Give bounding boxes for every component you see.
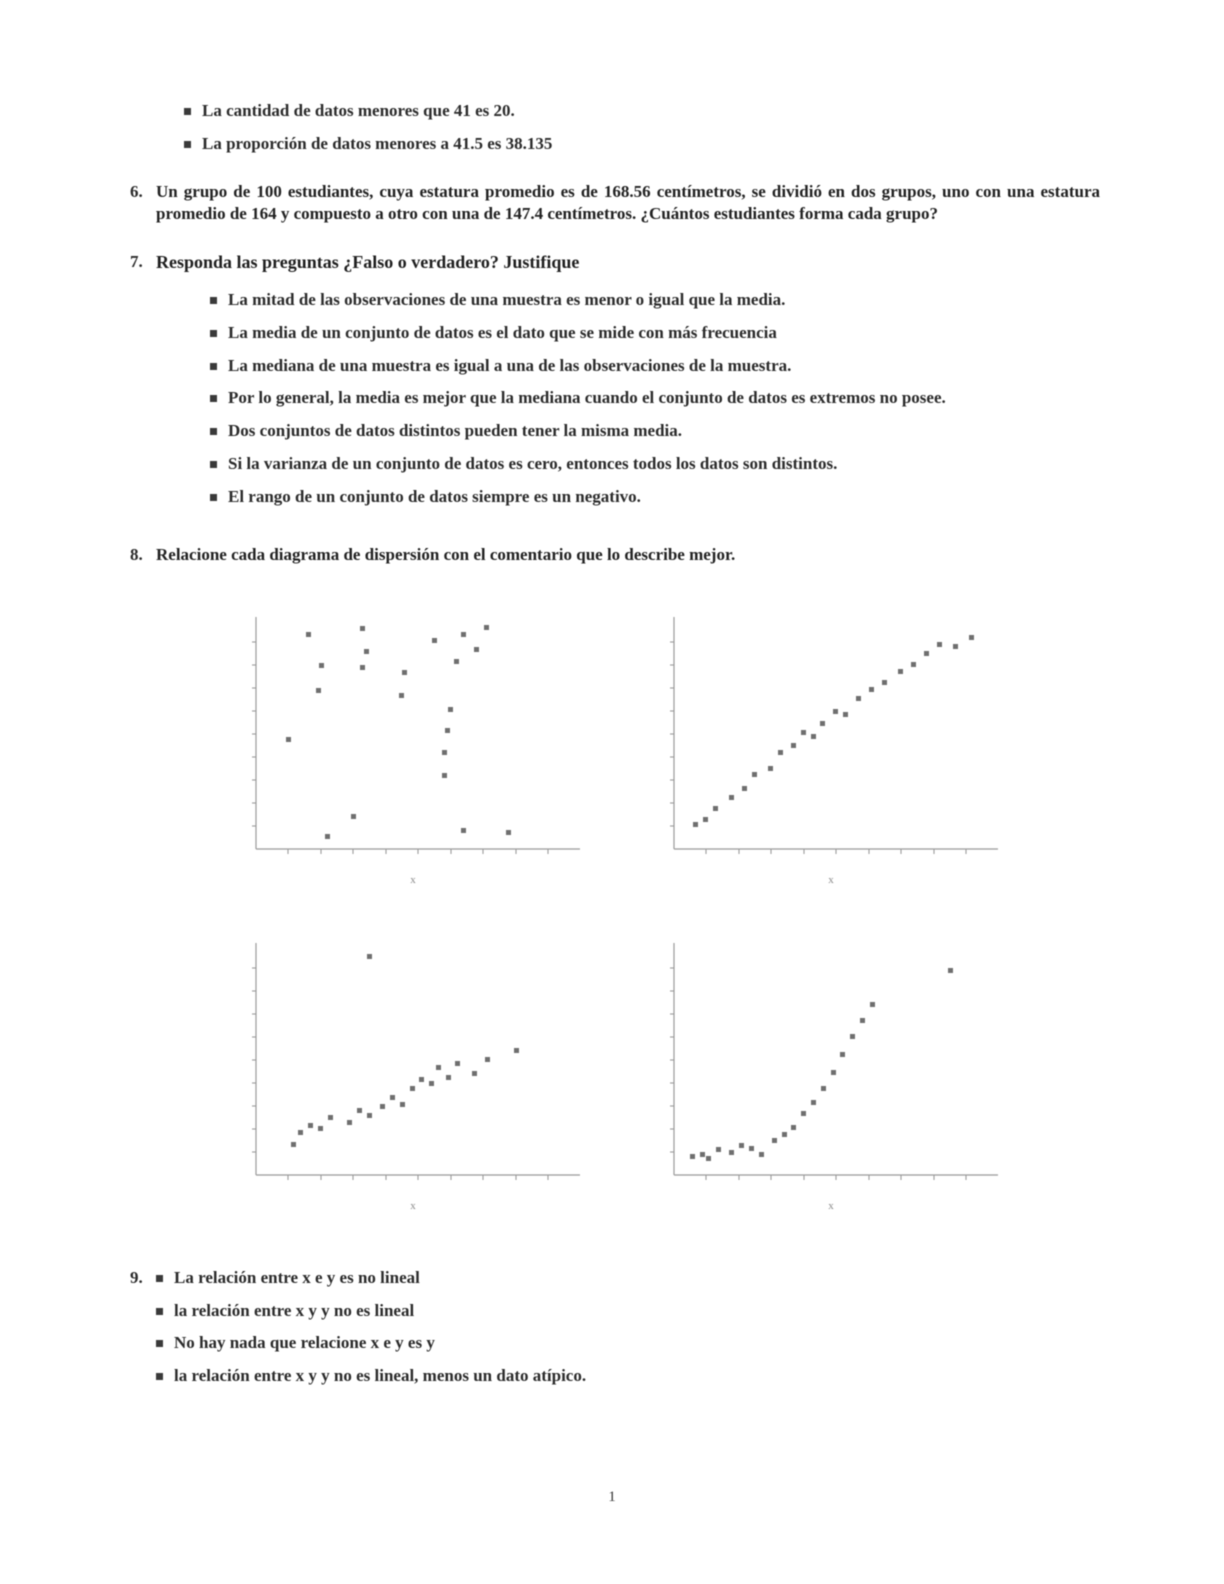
list-item-text: Por lo general, la media es mejor que la mediana cuando el conjunto de datos es extremos no posee.: [228, 388, 946, 408]
scatter-points: [291, 954, 519, 1147]
square-bullet-icon: [210, 461, 217, 468]
exercise-text: Un grupo de 100 estudiantes, cuya estatura promedio es de 168.56 centímetros, se dividió en dos grupos, uno con una estatura promedio de 164 y compuesto a otro con una de 147.4 centímetros. ¿Cuántos estudiantes forma cada grupo?: [156, 181, 1100, 223]
list-item: [184, 100, 1100, 122]
exercise-8: [130, 544, 1100, 566]
list-item-text: Dos conjuntos de datos distintos pueden tener la misma media.: [228, 421, 683, 441]
document-content: [130, 100, 1100, 1398]
list-item: [210, 289, 1100, 311]
exercise-9: [130, 1267, 1100, 1398]
list-item: [210, 355, 1100, 377]
svg-text:x: x: [828, 1199, 834, 1212]
list-item: [184, 133, 1100, 155]
square-bullet-icon: [156, 1340, 163, 1347]
scatter-plot-4-svg: [626, 927, 1026, 1227]
scatter-plot-2-svg: [626, 601, 1026, 901]
list-item-text: La cantidad de datos menores que 41 es 20.: [202, 101, 515, 120]
exercise-text: Responda las preguntas ¿Falso o verdadero? Justifique: [156, 252, 580, 273]
exercise-9-bullet-list: [156, 1267, 1100, 1387]
list-item-text: La mitad de las observaciones de una muestra es menor o igual que la media.: [228, 290, 786, 310]
square-bullet-icon: [210, 395, 217, 402]
scatter-plot-grid: [208, 601, 1018, 1227]
scatter-plot-3: [208, 927, 608, 1227]
list-item: [210, 322, 1100, 344]
exercise-number: 9.: [130, 1267, 143, 1287]
top-bullet-list: [184, 100, 1100, 155]
square-bullet-icon: [184, 141, 191, 148]
square-bullet-icon: [210, 494, 217, 501]
list-item-text: La relación entre x e y es no lineal: [174, 1267, 420, 1287]
list-item-text: Si la varianza de un conjunto de datos es cero, entonces todos los datos son distintos.: [228, 453, 838, 473]
scatter-points: [693, 635, 974, 827]
exercise-7-bullet-list: [210, 289, 1100, 507]
list-item-text: la relación entre x y y no es lineal: [174, 1300, 415, 1320]
list-item-text: No hay nada que relacione x e y es y: [174, 1333, 435, 1353]
exercise-7: [130, 251, 1100, 518]
svg-text:x: x: [410, 873, 416, 886]
list-item: [156, 1267, 1100, 1289]
list-item: [210, 453, 1100, 475]
exercise-number: 6.: [130, 181, 143, 201]
square-bullet-icon: [210, 363, 217, 370]
scatter-plot-4: [626, 927, 1026, 1227]
scatter-points: [286, 625, 511, 839]
square-bullet-icon: [156, 1373, 163, 1380]
list-item-text: El rango de un conjunto de datos siempre es un negativo.: [228, 486, 641, 506]
list-item: [210, 486, 1100, 508]
list-item: [210, 387, 1100, 409]
square-bullet-icon: [156, 1275, 163, 1282]
exercise-text: Relacione cada diagrama de dispersión con el comentario que lo describe mejor.: [156, 545, 736, 565]
list-item: [156, 1300, 1100, 1322]
square-bullet-icon: [210, 330, 217, 337]
list-item: [156, 1365, 1100, 1387]
list-item: [210, 420, 1100, 442]
svg-text:x: x: [410, 1199, 416, 1212]
page-number: 1: [608, 1489, 616, 1505]
list-item-text: La media de un conjunto de datos es el dato que se mide con más frecuencia: [228, 322, 777, 342]
scatter-plot-1-svg: [208, 601, 608, 901]
exercise-6: [130, 181, 1100, 226]
exercise-number: 7.: [130, 252, 143, 272]
scatter-plot-3-svg: [208, 927, 608, 1227]
exercise-number: 8.: [130, 545, 143, 565]
scatter-plot-2: [626, 601, 1026, 901]
list-item: [156, 1332, 1100, 1354]
list-item-text: La mediana de una muestra es igual a una de las observaciones de la muestra.: [228, 355, 792, 375]
list-item-text: La proporción de datos menores a 41.5 es 38.135: [202, 133, 553, 153]
svg-text:x: x: [828, 873, 834, 886]
scatter-plot-1: [208, 601, 608, 901]
list-item-text: la relación entre x y y no es lineal, menos un dato atípico.: [174, 1366, 587, 1386]
square-bullet-icon: [210, 428, 217, 435]
square-bullet-icon: [156, 1308, 163, 1315]
square-bullet-icon: [210, 297, 217, 304]
scatter-points: [690, 968, 953, 1161]
square-bullet-icon: [184, 108, 191, 115]
